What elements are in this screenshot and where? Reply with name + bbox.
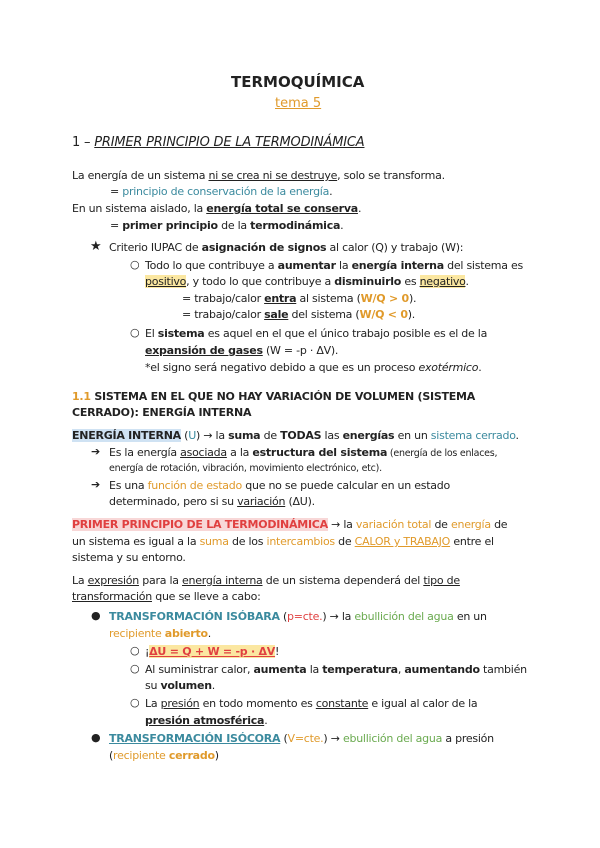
text: energía interna xyxy=(182,574,263,587)
text: Es la energía xyxy=(109,446,181,459)
section-1-number: 1 – xyxy=(72,135,95,150)
isobara-line1 xyxy=(109,610,487,624)
circle-bullet-icon: ○ xyxy=(130,258,140,271)
text: , solo se transforma. xyxy=(337,169,445,182)
text: presión atmosférica xyxy=(145,714,265,727)
text: expresión xyxy=(87,574,139,587)
isobara-sub2-line1 xyxy=(145,663,527,677)
section-1-heading xyxy=(72,135,364,151)
disc-bullet-icon: ● xyxy=(91,609,101,622)
text: sistema cerrado xyxy=(430,429,516,442)
text: cerrado xyxy=(168,749,215,762)
text: que se lleve a cabo: xyxy=(151,590,261,603)
text: CALOR y TRABAJO xyxy=(354,535,451,548)
text: (energía de los enlaces, xyxy=(387,448,498,459)
text: . xyxy=(329,185,333,198)
text: es aquel en el que el único trabajo posible es el de la xyxy=(204,327,488,340)
iupac-sub2-note xyxy=(145,361,481,375)
text: Todo lo que contribuye a xyxy=(145,259,278,272)
energia-interna-definition xyxy=(72,429,519,443)
text: suma xyxy=(228,429,261,442)
text: expansión de gases xyxy=(145,344,263,357)
para-isolated-line xyxy=(72,202,361,216)
text: El xyxy=(145,327,158,340)
text: de xyxy=(334,535,355,548)
text: ( xyxy=(280,732,288,745)
text: suma xyxy=(199,535,229,548)
text: del sistema ( xyxy=(288,308,360,321)
text: determinado, pero si su xyxy=(109,495,238,508)
text: de los xyxy=(228,535,267,548)
text: sale xyxy=(264,308,289,321)
text: presión xyxy=(160,697,200,710)
text: recipiente xyxy=(109,627,165,640)
section-1-1-heading-line1 xyxy=(72,390,475,404)
text: ebullición del agua xyxy=(354,610,454,623)
text: W/Q > 0 xyxy=(360,292,409,305)
text: . xyxy=(465,275,469,288)
text: abierto xyxy=(164,627,208,640)
text: en un xyxy=(394,429,431,442)
section-1-1-number: 1.1 xyxy=(72,390,91,403)
text: W/Q < 0 xyxy=(359,308,408,321)
iupac-sub2-line2 xyxy=(145,344,338,358)
isobara-sub3-line2 xyxy=(145,714,267,728)
text: TODAS xyxy=(280,429,322,442)
text: = trabajo/calor xyxy=(182,308,265,321)
iupac-sub1-line1 xyxy=(145,259,523,273)
expr-line2 xyxy=(72,590,261,604)
text: ). xyxy=(407,308,416,321)
text: ! xyxy=(275,645,280,658)
text: de un sistema dependerá del xyxy=(262,574,424,587)
text: entra xyxy=(264,292,297,305)
arrow-bullet-icon: ➔ xyxy=(91,478,101,491)
text: ) → la xyxy=(322,610,355,623)
text: disminuirlo xyxy=(334,275,402,288)
text: e igual al calor de la xyxy=(368,697,478,710)
text: SISTEMA EN EL QUE NO HAY VARIACIÓN DE VOLUMEN (SISTEMA xyxy=(90,390,475,403)
para-first-principle-line xyxy=(110,219,343,233)
text: p=cte. xyxy=(287,610,323,623)
page-title: TERMOQUÍMICA xyxy=(231,73,365,91)
text: → la xyxy=(327,518,356,531)
text: . xyxy=(340,219,344,232)
isobara-formula xyxy=(145,645,279,659)
text: es xyxy=(401,275,420,288)
iupac-line xyxy=(109,241,463,255)
section-1-title: PRIMER PRINCIPIO DE LA TERMODINÁMICA xyxy=(94,135,365,150)
isobara-sub2-line2 xyxy=(145,679,215,693)
text: un sistema es igual a la xyxy=(72,535,200,548)
ppt-line3: sistema y su entorno. xyxy=(72,551,186,564)
ei-bullet1-line2: energía de rotación, vibración, movimiento electrónico, etc). xyxy=(109,463,382,474)
text: asociada xyxy=(180,446,227,459)
text: *el signo será negativo debido a que es un proceso xyxy=(145,361,419,374)
isocora-line2 xyxy=(109,749,219,763)
circle-bullet-icon: ○ xyxy=(130,696,140,709)
circle-bullet-icon: ○ xyxy=(130,662,140,675)
text: en un xyxy=(453,610,487,623)
text: La xyxy=(72,574,88,587)
text: positivo xyxy=(145,275,187,288)
text: . xyxy=(207,627,212,640)
text: energías xyxy=(342,429,395,442)
text: la xyxy=(306,663,323,676)
text: constante xyxy=(315,697,369,710)
text: PRIMER PRINCIPIO DE LA TERMODINÁMICA xyxy=(72,518,328,531)
text: al sistema ( xyxy=(296,292,361,305)
text: las xyxy=(321,429,343,442)
text: ( xyxy=(180,429,189,442)
ei-bullet2-line2 xyxy=(109,495,315,509)
text: al calor (Q) y trabajo (W): xyxy=(326,241,464,254)
text: ¡ xyxy=(145,645,150,658)
text: principio de conservación de la energía xyxy=(122,185,330,198)
text: . xyxy=(478,361,482,374)
section-1-1-heading-line2: CERRADO): ENERGÍA INTERNA xyxy=(72,406,252,419)
para-energy-line xyxy=(72,169,445,183)
text: ). xyxy=(408,292,417,305)
text: V=cte. xyxy=(287,732,324,745)
text: en todo momento es xyxy=(199,697,316,710)
star-icon: ★ xyxy=(90,239,102,254)
text: recipiente xyxy=(113,749,169,762)
text: = xyxy=(110,219,123,232)
para-conservation-line xyxy=(110,185,332,199)
text: ( xyxy=(109,749,114,762)
text: , xyxy=(397,663,405,676)
text: variación xyxy=(237,495,286,508)
text: de la xyxy=(217,219,251,232)
isobara-line2 xyxy=(109,627,211,641)
disc-bullet-icon: ● xyxy=(91,731,101,744)
text: estructura del sistema xyxy=(252,446,388,459)
text: negativo xyxy=(419,275,466,288)
text: ) xyxy=(214,749,219,762)
text: de xyxy=(431,518,451,531)
text: . xyxy=(515,429,519,442)
ei-bullet1-line1 xyxy=(109,446,497,461)
text: transformación xyxy=(72,590,152,603)
text: ) → la xyxy=(196,429,229,442)
text: ebullición del agua xyxy=(342,732,443,745)
text: En un sistema aislado, la xyxy=(72,202,207,215)
text: primer principio xyxy=(122,219,218,232)
arrow-bullet-icon: ➔ xyxy=(91,445,101,458)
text: asignación de signos xyxy=(201,241,327,254)
iupac-exits-line xyxy=(182,308,415,322)
text: , y todo lo que contribuye a xyxy=(186,275,335,288)
text: aumentando xyxy=(404,663,480,676)
isocora-line1 xyxy=(109,732,494,746)
formula: ΔU = Q + W = -p · ΔV xyxy=(149,645,276,658)
iupac-enters-line xyxy=(182,292,416,306)
text: tipo de xyxy=(423,574,460,587)
text: aumentar xyxy=(277,259,336,272)
text: . xyxy=(357,202,362,215)
text: para la xyxy=(138,574,183,587)
text: Es una xyxy=(109,479,148,492)
text: la xyxy=(335,259,352,272)
isobara-sub3-line1 xyxy=(145,697,477,711)
text: a la xyxy=(226,446,253,459)
circle-bullet-icon: ○ xyxy=(130,326,140,339)
expr-line1 xyxy=(72,574,460,588)
text: energía total se conserva xyxy=(206,202,358,215)
text: sistema xyxy=(157,327,205,340)
iupac-sub2-line1 xyxy=(145,327,487,341)
text: (W = -p · ΔV). xyxy=(262,344,339,357)
text: . xyxy=(211,679,216,692)
text: energía interna xyxy=(351,259,444,272)
text: ) → xyxy=(323,732,343,745)
text: entre el xyxy=(450,535,494,548)
text: termodinámica xyxy=(250,219,341,232)
text: exotérmico xyxy=(418,361,479,374)
text: ENERGÍA INTERNA xyxy=(72,429,181,442)
text: aumenta xyxy=(253,663,307,676)
text: Al suministrar calor, xyxy=(145,663,254,676)
text: volumen xyxy=(160,679,212,692)
text: Criterio IUPAC de xyxy=(109,241,202,254)
text: temperatura xyxy=(322,663,398,676)
text: intercambios xyxy=(266,535,335,548)
text: su xyxy=(145,679,161,692)
text: de xyxy=(490,518,508,531)
text: = trabajo/calor xyxy=(182,292,265,305)
page-subtitle: tema 5 xyxy=(275,96,322,111)
circle-bullet-icon: ○ xyxy=(130,644,140,657)
text: del sistema es xyxy=(443,259,524,272)
text: . xyxy=(264,714,268,727)
text: función de estado xyxy=(147,479,242,492)
text: energía xyxy=(450,518,491,531)
text: ni se crea ni se destruye xyxy=(208,169,338,182)
text: La xyxy=(145,697,161,710)
text: TRANSFORMACIÓN ISÓCORA xyxy=(109,732,281,745)
text: también xyxy=(479,663,527,676)
text: (ΔU). xyxy=(285,495,315,508)
text: U xyxy=(188,429,197,442)
text: a presión xyxy=(442,732,494,745)
text: TRANSFORMACIÓN ISÓBARA xyxy=(109,610,280,623)
ppt-line2 xyxy=(72,535,494,549)
text: de xyxy=(260,429,281,442)
ei-bullet2-line1 xyxy=(109,479,450,493)
iupac-sub1-line2 xyxy=(145,275,469,289)
ppt-line1 xyxy=(72,518,507,532)
text: ( xyxy=(279,610,288,623)
text: que no se puede calcular en un estado xyxy=(242,479,450,492)
text: = xyxy=(110,185,123,198)
text: variación total xyxy=(355,518,432,531)
text: La energía de un sistema xyxy=(72,169,209,182)
